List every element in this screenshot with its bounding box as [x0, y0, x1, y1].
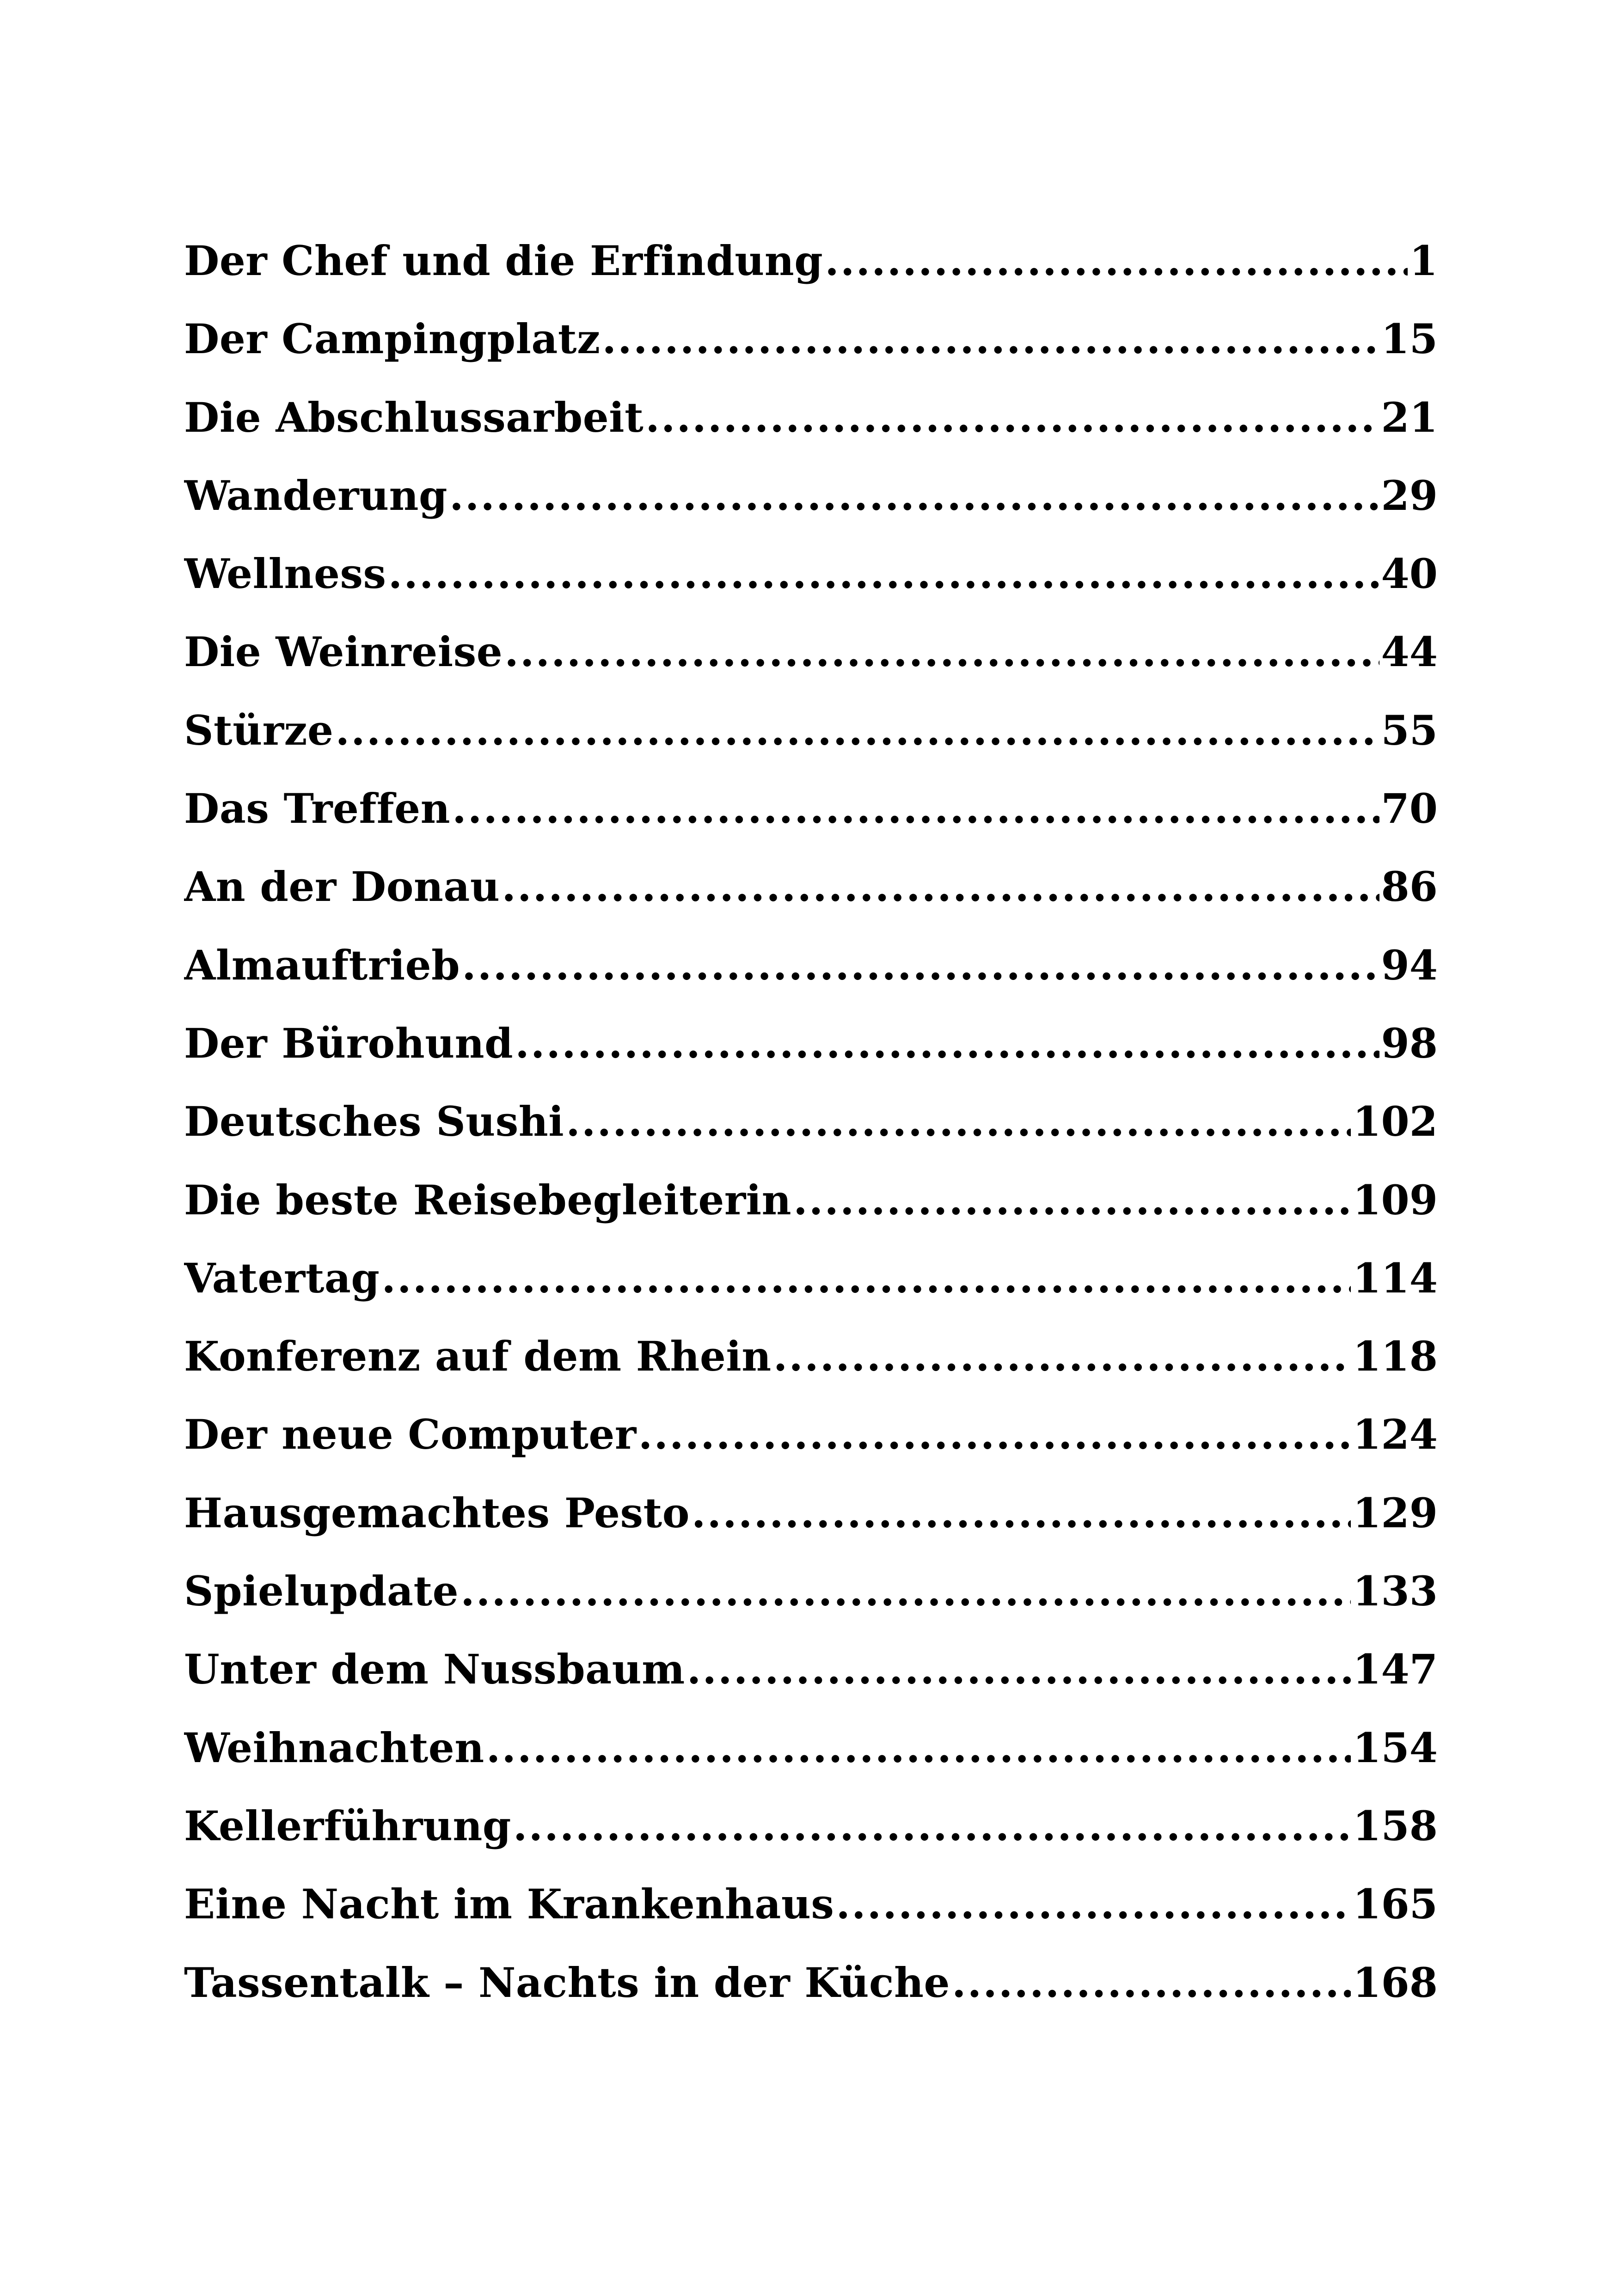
toc-entry-title: Wellness [184, 550, 386, 598]
toc-entry[interactable] [184, 770, 1438, 848]
toc-dot-leader [504, 613, 1379, 691]
toc-entry-page: 21 [1381, 393, 1438, 441]
toc-entry-title: Die Abschlussarbeit [184, 393, 644, 441]
toc-entry[interactable] [184, 1004, 1438, 1083]
toc-entry-title: Der Bürohund [184, 1019, 514, 1067]
toc-dot-leader [513, 1787, 1351, 1865]
toc-dot-leader [692, 1474, 1351, 1552]
toc-entry-title: Almauftrieb [184, 941, 460, 989]
toc-dot-leader [502, 848, 1379, 926]
toc-entry-title: Spielupdate [184, 1567, 459, 1616]
toc-dot-leader [645, 379, 1379, 457]
toc-entry[interactable] [184, 457, 1438, 535]
toc-entry-page: 29 [1381, 471, 1438, 520]
toc-entry-page: 70 [1381, 784, 1438, 833]
toc-entry-title: Das Treffen [184, 784, 451, 833]
toc-entry[interactable] [184, 1944, 1438, 2022]
toc-entry[interactable] [184, 379, 1438, 457]
toc-entry-title: Tassentalk – Nachts in der Küche [184, 1958, 950, 2007]
toc-entry-title: Der Chef und die Erfindung [184, 237, 823, 285]
toc-entry-page: 124 [1353, 1410, 1438, 1459]
toc-entry-title: Die Weinreise [184, 628, 503, 676]
toc-entry-page: 1 [1409, 237, 1438, 285]
toc-entry[interactable] [184, 926, 1438, 1004]
toc-entry-page: 98 [1381, 1019, 1438, 1067]
toc-dot-leader [952, 1944, 1351, 2022]
toc-entry[interactable] [184, 1865, 1438, 1943]
toc-entry-page: 168 [1353, 1958, 1438, 2007]
toc-dot-leader [381, 1239, 1351, 1317]
toc-entry-title: Weihnachten [184, 1723, 484, 1772]
toc-entry-title: Stürze [184, 706, 334, 754]
toc-entry-page: 15 [1381, 315, 1438, 363]
toc-dot-leader [836, 1865, 1351, 1943]
toc-entry[interactable] [184, 222, 1438, 300]
toc-entry-title: Kellerführung [184, 1801, 511, 1850]
toc-entry-title: An der Donau [184, 863, 500, 911]
toc-entry[interactable] [184, 1787, 1438, 1865]
toc-entry[interactable] [184, 1630, 1438, 1708]
toc-dot-leader [773, 1317, 1351, 1396]
toc-entry-title: Die beste Reisebegleiterin [184, 1176, 792, 1224]
toc-entry-page: 86 [1381, 863, 1438, 911]
toc-dot-leader [793, 1161, 1351, 1239]
table-of-contents [184, 222, 1438, 2022]
toc-entry-title: Hausgemachtes Pesto [184, 1488, 690, 1537]
toc-dot-leader [825, 222, 1408, 300]
toc-entry-title: Unter dem Nussbaum [184, 1645, 685, 1694]
toc-entry-page: 40 [1381, 550, 1438, 598]
toc-entry-page: 109 [1353, 1176, 1438, 1224]
toc-entry-page: 133 [1353, 1567, 1438, 1616]
toc-entry[interactable] [184, 300, 1438, 378]
toc-entry-page: 147 [1353, 1645, 1438, 1694]
toc-entry-page: 118 [1353, 1332, 1438, 1381]
toc-entry-page: 44 [1381, 628, 1438, 676]
toc-dot-leader [486, 1709, 1351, 1787]
toc-entry[interactable] [184, 1396, 1438, 1474]
toc-entry-page: 114 [1353, 1254, 1438, 1302]
toc-entry[interactable] [184, 1083, 1438, 1161]
toc-dot-leader [449, 457, 1379, 535]
toc-entry[interactable] [184, 535, 1438, 613]
toc-entry-page: 94 [1381, 941, 1438, 989]
toc-dot-leader [687, 1630, 1351, 1708]
toc-dot-leader [566, 1083, 1351, 1161]
toc-entry[interactable] [184, 1709, 1438, 1787]
toc-entry-page: 129 [1353, 1488, 1438, 1537]
toc-entry-title: Eine Nacht im Krankenhaus [184, 1880, 834, 1929]
toc-dot-leader [638, 1396, 1351, 1474]
toc-entry[interactable] [184, 692, 1438, 770]
toc-dot-leader [602, 300, 1379, 378]
toc-entry-title: Der Campingplatz [184, 315, 601, 363]
toc-entry[interactable] [184, 1239, 1438, 1317]
toc-entry[interactable] [184, 613, 1438, 691]
toc-entry[interactable] [184, 1552, 1438, 1630]
toc-dot-leader [515, 1004, 1379, 1083]
toc-entry[interactable] [184, 1161, 1438, 1239]
toc-dot-leader [462, 926, 1379, 1004]
toc-entry-title: Der neue Computer [184, 1410, 637, 1459]
toc-entry[interactable] [184, 1474, 1438, 1552]
toc-dot-leader [452, 770, 1379, 848]
toc-dot-leader [460, 1552, 1351, 1630]
toc-entry-page: 55 [1381, 706, 1438, 754]
toc-entry-title: Wanderung [184, 471, 448, 520]
toc-dot-leader [388, 535, 1379, 613]
toc-entry[interactable] [184, 1317, 1438, 1396]
toc-entry-page: 158 [1353, 1801, 1438, 1850]
toc-entry-title: Deutsches Sushi [184, 1097, 564, 1146]
toc-entry-page: 154 [1353, 1723, 1438, 1772]
toc-entry-page: 102 [1353, 1097, 1438, 1146]
toc-entry-title: Vatertag [184, 1254, 380, 1302]
toc-entry-page: 165 [1353, 1880, 1438, 1929]
toc-dot-leader [336, 692, 1379, 770]
toc-entry-title: Konferenz auf dem Rhein [184, 1332, 772, 1381]
toc-entry[interactable] [184, 848, 1438, 926]
